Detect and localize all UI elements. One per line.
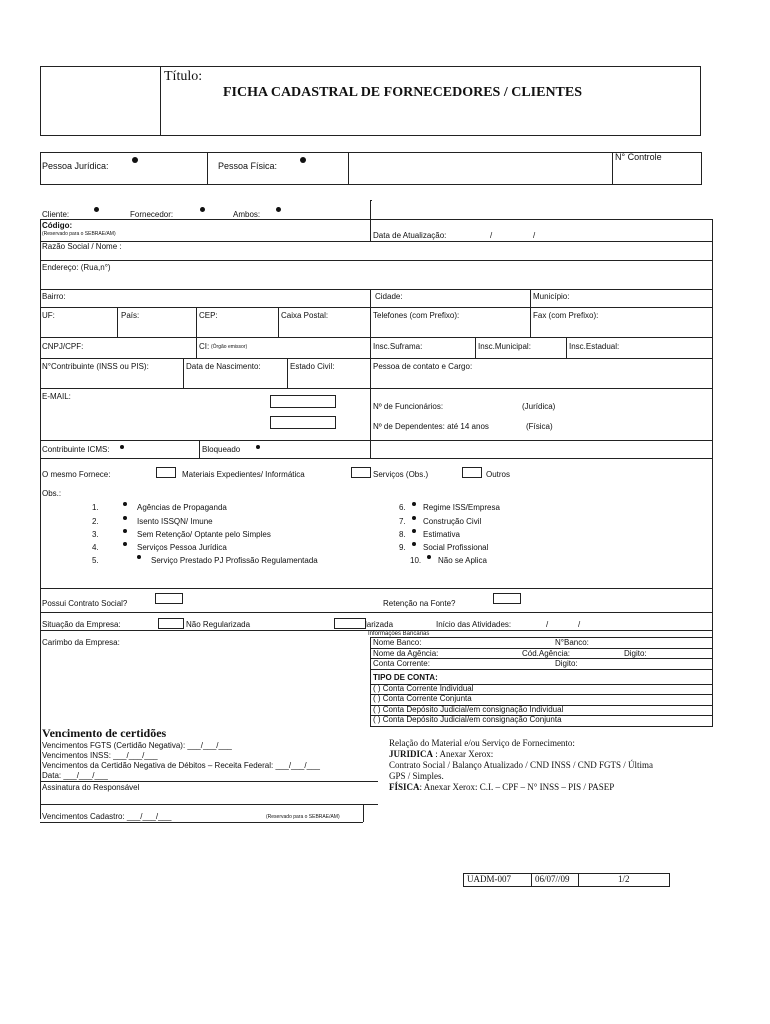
contato-label: Pessoa de contato e Cargo:: [373, 362, 473, 371]
cidade-label: Cidade:: [375, 292, 403, 301]
pessoa-fisica-radio[interactable]: [300, 157, 306, 163]
ci-label: CI:: [199, 342, 210, 351]
controle-label: N° Controle: [615, 152, 662, 162]
contribuinte-label: N°Contribuinte (INSS ou PIS):: [42, 362, 149, 371]
email-label: E-MAIL:: [42, 392, 71, 401]
pessoa-juridica-radio[interactable]: [132, 157, 138, 163]
retencao-label: Retenção na Fonte?: [383, 599, 456, 608]
codigo-label: Código:: [42, 221, 73, 230]
insc-estadual-label: Insc.Estadual:: [569, 342, 620, 351]
relacao-docs: Contrato Social / Balanço Atualizado / CND INSS / CND FGTS / Última: [389, 760, 653, 770]
tipo-pessoa-box: [40, 152, 702, 185]
page-title: FICHA CADASTRAL DE FORNECEDORES / CLIENTES: [223, 85, 583, 100]
inicio-atividades-label: Início das Atividades:: [436, 620, 512, 629]
nao-regularizada-checkbox[interactable]: [158, 618, 184, 629]
footer-code: UADM-007: [467, 874, 511, 884]
obs-label: Obs.:: [42, 489, 62, 498]
cep-label: CEP:: [199, 311, 218, 320]
cliente-label: Cliente:: [42, 210, 70, 219]
insc-municipal-label: Insc.Municipal:: [478, 342, 531, 351]
contrato-checkbox[interactable]: [155, 593, 183, 604]
ambos-label: Ambos:: [233, 210, 261, 219]
email-input-2[interactable]: [270, 416, 336, 429]
vencimento-line: Vencimentos da Certidão Negativa de Débitos – Receita Federal: ___/___/___: [42, 761, 320, 770]
funcionarios-label: Nº de Funcionários:: [373, 402, 444, 411]
obs-item: Construção Civil: [423, 517, 482, 526]
outros-checkbox[interactable]: [462, 467, 482, 478]
ambos-radio[interactable]: [276, 207, 281, 212]
tipo-conta-option[interactable]: ( ) Conta Corrente Conjunta: [373, 694, 472, 703]
fornecedor-label: Fornecedor:: [130, 210, 174, 219]
reservado-note: (Reservado para o SEBRAE/AM): [266, 814, 340, 820]
obs-item: Sem Retenção/ Optante pelo Simples: [137, 530, 271, 539]
contrato-label: Possui Contrato Social?: [42, 599, 128, 608]
outros-label: Outros: [486, 470, 511, 479]
cliente-radio[interactable]: [94, 207, 99, 212]
conta-corrente-label: Conta Corrente:: [373, 659, 430, 668]
pais-label: País:: [121, 311, 140, 320]
vencimento-line: Vencimentos FGTS (Certidão Negativa): ___/___/___: [42, 741, 232, 750]
obs-item: Social Profissional: [423, 543, 489, 552]
icms-radio[interactable]: [120, 445, 124, 449]
retencao-checkbox[interactable]: [493, 593, 521, 604]
tipo-conta-label: TIPO DE CONTA:: [373, 673, 438, 682]
relacao-gps: GPS / Simples.: [389, 771, 444, 781]
vencimento-line: Data: ___/___/___: [42, 771, 108, 780]
uf-label: UF:: [42, 311, 55, 320]
codigo-note: (Reservado para o SEBRAE/AM): [42, 231, 116, 237]
bairro-label: Bairro:: [42, 292, 66, 301]
materiais-label: Materiais Expedientes/ Informática: [182, 470, 305, 479]
ci-note: (Órgão emissor): [211, 344, 248, 350]
razao-social-label: Razão Social / Nome :: [42, 242, 122, 251]
obs-item: Isento ISSQN/ Imune: [137, 517, 213, 526]
vencimento-title: Vencimento de certidões: [42, 726, 167, 740]
obs-item: Estimativa: [423, 530, 460, 539]
caixa-postal-label: Caixa Postal:: [281, 311, 329, 320]
endereco-label: Endereço: (Rua,n°): [42, 263, 111, 272]
header-box: [40, 66, 701, 136]
relacao-fisica: FÍSICA: Anexar Xerox: C.I. – CPF – N° INSS – PIS / PASEP: [389, 782, 615, 792]
estado-civil-label: Estado Civil:: [290, 362, 335, 371]
servicos-checkbox[interactable]: [351, 467, 371, 478]
digito-agencia-label: Digito:: [624, 649, 647, 658]
tipo-conta-option[interactable]: ( ) Conta Corrente Individual: [373, 684, 474, 693]
email-input-1[interactable]: [270, 395, 336, 408]
relacao-juridica: JURIDICA : Anexar Xerox:: [389, 749, 494, 759]
fax-label: Fax (com Prefixo):: [533, 311, 599, 320]
fornece-label: O mesmo Fornece:: [42, 470, 111, 479]
servicos-label: Serviços (Obs.): [373, 470, 429, 479]
nome-banco-label: Nome Banco:: [373, 638, 422, 647]
tipo-conta-option[interactable]: ( ) Conta Depósito Judicial/em consignação Conjunta: [373, 715, 562, 724]
situacao-label: Situação da Empresa:: [42, 620, 121, 629]
pessoa-fisica-label: Pessoa Física:: [218, 161, 278, 171]
suframa-label: Insc.Suframa:: [373, 342, 423, 351]
telefones-label: Telefones (com Prefixo):: [373, 311, 460, 320]
fornecedor-radio[interactable]: [200, 207, 205, 212]
nome-agencia-label: Nome da Agência:: [373, 649, 439, 658]
regularizada-label: larizada: [365, 620, 394, 629]
footer-date: 06/07//09: [535, 874, 570, 884]
footer-page: 1/2: [618, 874, 630, 884]
fisica-paren: (Física): [526, 422, 553, 431]
data-atualizacao-label: Data de Atualização:: [373, 231, 447, 240]
obs-item: Serviço Prestado PJ Profissão Regulamentada: [151, 556, 318, 565]
bloqueado-label: Bloqueado: [202, 445, 241, 454]
nascimento-label: Data de Nascimento:: [186, 362, 261, 371]
pessoa-juridica-label: Pessoa Jurídica:: [42, 161, 109, 171]
assinatura-label: Assinatura do Responsável: [42, 783, 140, 792]
bancarias-heading: Informações Bancárias: [368, 631, 430, 637]
digito-conta-label: Digito:: [555, 659, 578, 668]
obs-item: Não se Aplica: [438, 556, 487, 565]
numero-banco-label: N°Banco:: [555, 638, 589, 647]
nao-regularizada-label: Não Regularizada: [186, 620, 251, 629]
materiais-checkbox[interactable]: [156, 467, 176, 478]
titulo-label: Título:: [164, 69, 203, 84]
obs-item: Regime ISS/Empresa: [423, 503, 500, 512]
icms-label: Contribuinte ICMS:: [42, 445, 110, 454]
carimbo-label: Carimbo da Empresa:: [42, 638, 120, 647]
cnpj-label: CNPJ/CPF:: [42, 342, 84, 351]
dependentes-label: Nº de Dependentes: até 14 anos: [373, 422, 489, 431]
juridica-paren: (Jurídica): [522, 402, 556, 411]
cod-agencia-label: Cód.Agência:: [522, 649, 571, 658]
municipio-label: Município:: [533, 292, 570, 301]
vencimento-line: Vencimentos INSS: ___/___/___: [42, 751, 158, 760]
obs-item: Serviços Pessoa Jurídica: [137, 543, 227, 552]
relacao-title: Relação do Material e/ou Serviço de Fornecimento:: [389, 738, 575, 748]
bloqueado-radio[interactable]: [256, 445, 260, 449]
vencimento-cadastro: Vencimentos Cadastro: ___/___/___: [42, 812, 172, 821]
obs-item: Agências de Propaganda: [137, 503, 227, 512]
tipo-conta-option[interactable]: ( ) Conta Depósito Judicial/em consignação Individual: [373, 705, 564, 714]
regularizada-checkbox[interactable]: [334, 618, 366, 629]
